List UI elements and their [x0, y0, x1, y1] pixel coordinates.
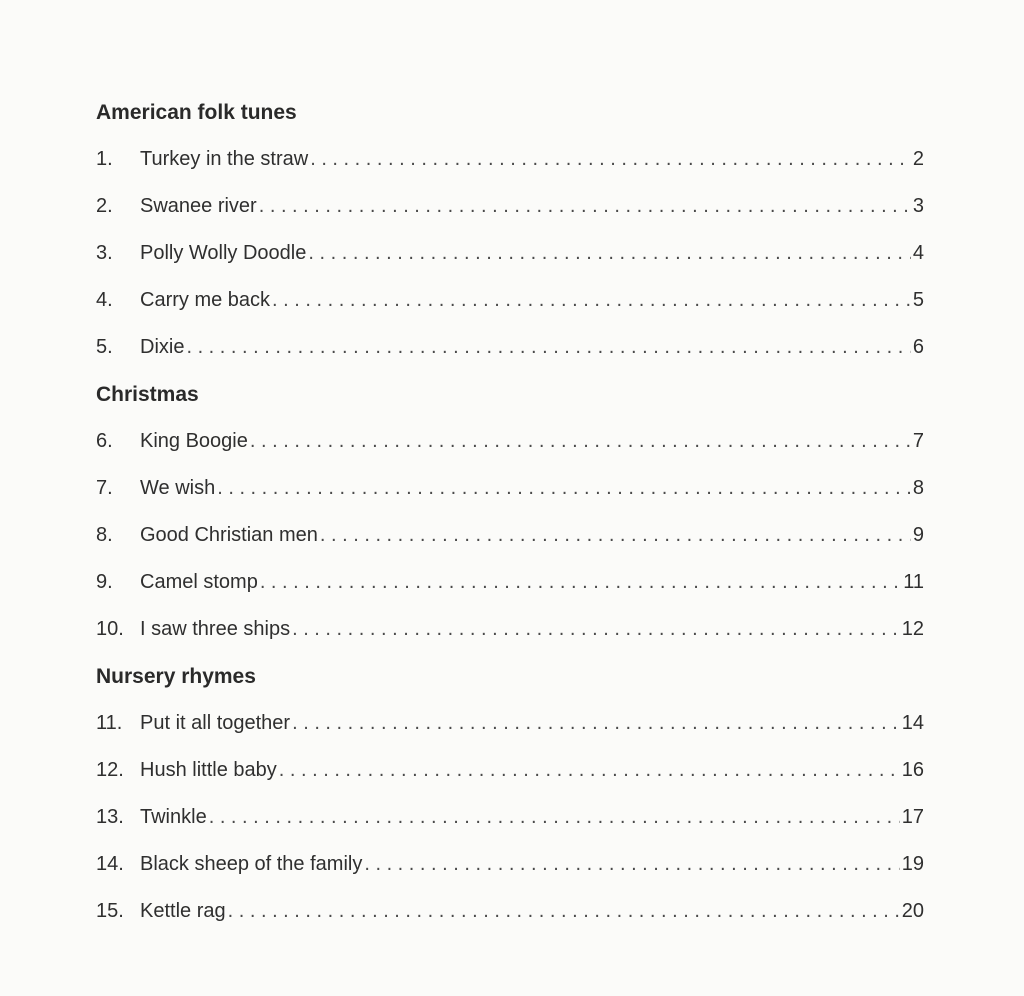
entry-page-number: 17	[901, 806, 924, 828]
entry-page-number: 3	[912, 195, 924, 217]
entry-number: 12.	[96, 759, 124, 781]
toc-entry	[96, 332, 924, 363]
entry-title: We wish	[140, 477, 216, 499]
entry-page-number: 12	[901, 618, 924, 640]
entry-title: Hush little baby	[140, 759, 277, 781]
entry-number: 1.	[96, 148, 113, 170]
dot-leader	[279, 755, 900, 786]
entry-number: 3.	[96, 242, 113, 264]
entry-page-number: 14	[901, 712, 924, 734]
entry-title: Carry me back	[140, 289, 271, 311]
dot-leader	[186, 332, 910, 363]
entry-number: 10.	[96, 618, 124, 640]
dot-leader	[292, 614, 900, 645]
dot-leader	[250, 426, 911, 457]
dot-leader	[364, 849, 899, 880]
entry-number: 4.	[96, 289, 113, 311]
dot-leader	[260, 567, 901, 598]
toc-entry	[96, 896, 924, 927]
toc-entry	[96, 708, 924, 739]
entry-number: 8.	[96, 524, 113, 546]
entry-title: King Boogie	[140, 430, 248, 452]
toc-entry	[96, 755, 924, 786]
dot-leader	[259, 191, 911, 222]
entry-number: 6.	[96, 430, 113, 452]
entry-page-number: 20	[901, 900, 924, 922]
entry-page-number: 8	[912, 477, 924, 499]
entry-page-number: 5	[912, 289, 924, 311]
entry-number: 2.	[96, 195, 113, 217]
dot-leader	[292, 708, 900, 739]
dot-leader	[308, 238, 911, 269]
entry-title: Dixie	[140, 336, 185, 358]
dot-leader	[272, 285, 911, 316]
dot-leader	[310, 144, 911, 175]
entry-page-number: 19	[901, 853, 924, 875]
entry-title: Black sheep of the family	[140, 853, 363, 875]
toc-entry	[96, 285, 924, 316]
toc-entry	[96, 520, 924, 551]
table-of-contents	[96, 97, 924, 943]
entry-page-number: 6	[912, 336, 924, 358]
toc-entry	[96, 191, 924, 222]
toc-entry	[96, 849, 924, 880]
entry-title: I saw three ships	[140, 618, 291, 640]
entry-title: Twinkle	[140, 806, 207, 828]
entry-page-number: 2	[912, 148, 924, 170]
toc-entry	[96, 567, 924, 598]
entry-number: 7.	[96, 477, 113, 499]
dot-leader	[209, 802, 900, 833]
entry-title: Turkey in the straw	[140, 148, 309, 170]
section-heading: American folk tunes	[96, 101, 297, 124]
entry-page-number: 9	[912, 524, 924, 546]
entry-title: Put it all together	[140, 712, 291, 734]
entry-title: Kettle rag	[140, 900, 226, 922]
section-heading: Christmas	[96, 383, 199, 406]
dot-leader	[217, 473, 911, 504]
entry-number: 11.	[96, 712, 123, 734]
toc-entry	[96, 473, 924, 504]
section-heading: Nursery rhymes	[96, 665, 256, 688]
entry-page-number: 11	[903, 571, 924, 593]
toc-entry	[96, 144, 924, 175]
entry-number: 9.	[96, 571, 113, 593]
entry-page-number: 4	[912, 242, 924, 264]
toc-entry	[96, 802, 924, 833]
entry-title: Camel stomp	[140, 571, 258, 593]
toc-entry	[96, 614, 924, 645]
entry-page-number: 7	[912, 430, 924, 452]
entry-number: 15.	[96, 900, 124, 922]
entry-title: Swanee river	[140, 195, 257, 217]
entry-number: 13.	[96, 806, 124, 828]
dot-leader	[320, 520, 911, 551]
toc-entry	[96, 238, 924, 269]
entry-title: Good Christian men	[140, 524, 318, 546]
entry-title: Polly Wolly Doodle	[140, 242, 307, 264]
entry-number: 14.	[96, 853, 124, 875]
entry-number: 5.	[96, 336, 113, 358]
entry-page-number: 16	[901, 759, 924, 781]
dot-leader	[228, 896, 900, 927]
toc-entry	[96, 426, 924, 457]
